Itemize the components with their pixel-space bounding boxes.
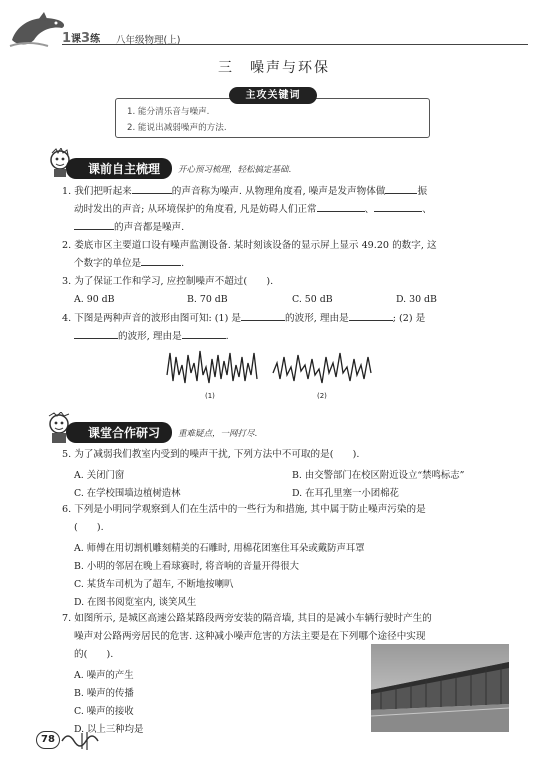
option-c: C. 50 dB [292,294,333,305]
option-b: B. 70 dB [187,294,228,305]
answer-blank [374,201,422,212]
waveform-1 [167,351,257,383]
page-number: 78 [36,731,60,749]
answer-blank [385,183,417,194]
footer-swirl-icon [60,729,100,751]
waveform-2 [273,353,371,383]
question-4-line-2: 的波形, 理由是 . [74,328,229,346]
option-b: B. 小明的邻居在晚上看球赛时, 将音响的音量开得很大 [74,561,300,572]
dolphin-logo-icon [8,10,70,50]
question-7-line-1: 7. 如图所示, 是城区高速公路某路段两旁安装的隔音墙, 其目的是减小车辆行驶时产生的 [62,613,432,624]
section-subtitle: 开心预习梳理，轻松搞定基础. [178,165,292,175]
book-title: 八年级物理(上) [116,35,181,46]
section-title-classroom: 课堂合作研习 [66,422,172,443]
answer-blank [349,310,393,321]
sound-barrier-photo [371,644,509,732]
option-c: C. 在学校围墙边植树造林 [74,488,181,499]
question-2-line-2: 个数字的单位是 . [74,255,184,273]
goals-badge: 主攻关键词 [229,87,317,104]
question-7-line-3: 的( ). [74,649,114,660]
question-5-stem: 5. 为了减弱我们教室内受到的噪声干扰, 下列方法中不可取的是( ). [62,449,360,460]
option-d: D. 以上三种均是 [74,724,144,735]
question-1-line-2: 动时发出的声音; 从环境保护的角度看, 凡是妨碍人们正常 、 、 [74,201,432,219]
option-a: A. 关闭门窗 [74,470,125,481]
option-c: C. 噪声的接收 [74,706,134,717]
question-3-stem: 3. 为了保证工作和学习, 应控制噪声不超过( ). [62,276,274,287]
question-6-line-2: ( ). [74,522,104,533]
goal-item: 1. 能分清乐音与噪声. [127,107,210,117]
answer-blank [132,183,172,194]
answer-blank [74,328,118,339]
answer-blank [182,328,226,339]
question-1-line-1: 1. 我们把听起来 的声音称为噪声. 从物理角度看, 噪声是发声物体做 振 [62,183,427,201]
figure-label-2: (2) [317,392,327,400]
option-c: C. 某货车司机为了超车, 不断地按喇叭 [74,579,234,590]
option-d: D. 在图书阅览室内, 谈笑风生 [74,597,197,608]
question-4-line-1: 4. 下图是两种声音的波形由图可知: (1) 是 的波形, 理由是 ; (2) 是 [62,310,425,328]
answer-blank [317,201,365,212]
option-b: B. 噪声的传播 [74,688,134,699]
option-a: A. 90 dB [74,294,115,305]
header-rule [62,44,528,45]
brand-logo: 1课3练 [62,31,101,46]
option-a: A. 噪声的产生 [74,670,134,681]
answer-blank [74,219,114,230]
option-b: B. 由交警部门在校区附近设立“禁鸣标志” [292,470,465,481]
question-1-line-3: 的声音都是噪声. [74,219,184,237]
goal-item: 2. 能说出减弱噪声的方法. [127,123,227,133]
question-2-line-1: 2. 娄底市区主要道口设有噪声监测设备. 某时刻该设备的显示屏上显示 49.20 的数字, 这 [62,240,437,251]
question-7-line-2: 噪声对公路两旁居民的危害. 这种减小噪声危害的方法主要是在下列哪个途径中实现 [74,631,426,642]
figure-label-1: (1) [205,392,215,400]
option-d: D. 在耳孔里塞一小团棉花 [292,488,399,499]
question-6-line-1: 6. 下列是小明同学观察到人们在生活中的一些行为和措施, 其中属于防止噪声污染的是 [62,504,426,515]
waveform-figure [165,345,377,393]
section-title-preview: 课前自主梳理 [66,158,172,179]
page-title: 三 噪声与环保 [218,60,330,76]
answer-blank [141,255,181,266]
answer-blank [241,310,285,321]
option-d: D. 30 dB [396,294,437,305]
section-subtitle: 重难疑点，一网打尽. [178,429,258,439]
option-a: A. 师傅在用切割机雕刻精美的石雕时, 用棉花团塞住耳朵或戴防声耳罩 [74,543,365,554]
